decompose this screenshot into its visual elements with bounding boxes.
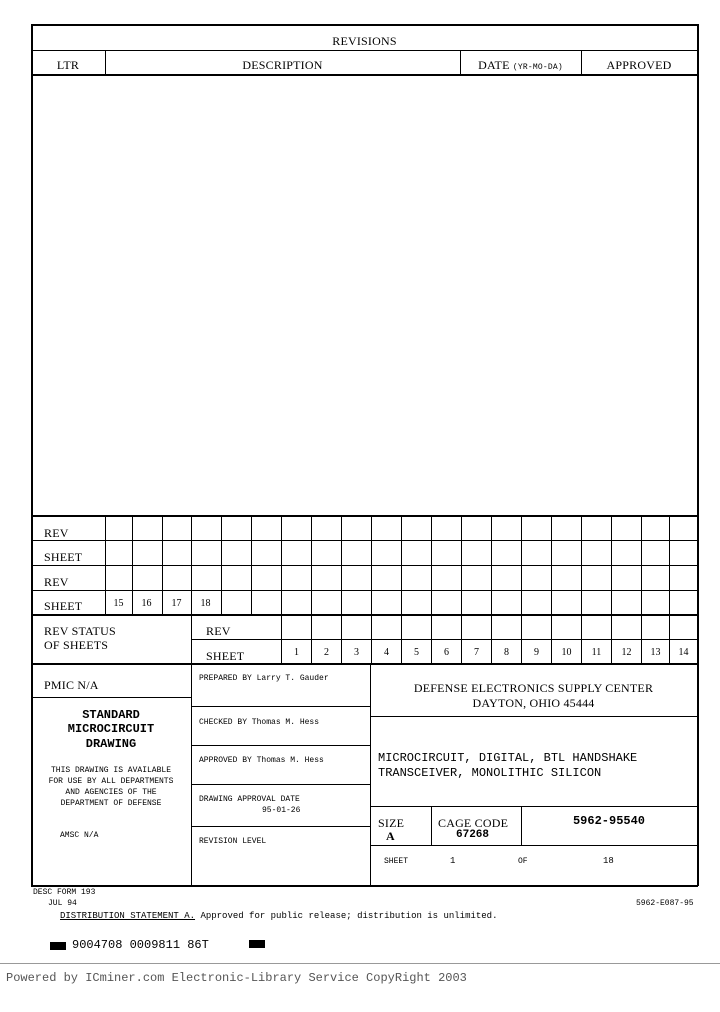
- revisions-col-ltr: LTR: [56, 58, 80, 72]
- of-value: 18: [603, 856, 614, 866]
- form-date: JUL 94: [48, 899, 77, 908]
- lower-sheet-14: 14: [678, 647, 689, 658]
- drawing-title-1: MICROCIRCUIT, DIGITAL, BTL HANDSHAKE: [378, 751, 638, 765]
- of-sheets-label: OF SHEETS: [44, 638, 109, 652]
- lower-sheet-11: 11: [591, 647, 602, 658]
- prepared-by: PREPARED BY Larry T. Gauder: [199, 674, 329, 683]
- sheet-label-2: SHEET: [44, 599, 83, 613]
- drawing-title-line3: DRAWING: [85, 737, 137, 751]
- rev-label-3: REV: [206, 624, 231, 638]
- sheet-label-3: SHEET: [206, 649, 245, 663]
- pmic-label: PMIC N/A: [44, 678, 99, 692]
- revisions-title: REVISIONS: [332, 34, 397, 48]
- approved-by: APPROVED BY Thomas M. Hess: [199, 756, 324, 765]
- lower-sheet-7: 7: [474, 647, 479, 658]
- lower-sheet-10: 10: [561, 647, 572, 658]
- upper-sheet-18: 18: [200, 598, 211, 609]
- drawing-title-line2: MICROCIRCUIT: [67, 722, 155, 736]
- approval-date-label: DRAWING APPROVAL DATE: [199, 795, 300, 804]
- lower-sheet-3: 3: [354, 647, 359, 658]
- amsc-label: AMSC N/A: [60, 831, 99, 840]
- lower-sheet-9: 9: [534, 647, 539, 658]
- size-label: SIZE: [378, 816, 405, 830]
- distribution-statement: [60, 911, 498, 921]
- lower-sheet-4: 4: [384, 647, 389, 658]
- powered-by-text: Powered by ICminer.com Electronic-Library Service CopyRight 2003: [6, 971, 467, 985]
- lower-sheet-6: 6: [444, 647, 449, 658]
- availability-line1: THIS DRAWING IS AVAILABLE: [50, 766, 172, 775]
- rev-status-label: REV STATUS: [44, 624, 116, 638]
- upper-sheet-17: 17: [171, 598, 182, 609]
- supply-center-name: DEFENSE ELECTRONICS SUPPLY CENTER: [413, 681, 654, 695]
- form-label: DESC FORM 193: [33, 888, 96, 897]
- lower-sheet-1: 1: [294, 647, 299, 658]
- form-number: 5962-E087-95: [636, 899, 694, 908]
- size-value: A: [386, 829, 395, 843]
- supply-center-city: DAYTON, OHIO 45444: [472, 696, 595, 710]
- lower-sheet-13: 13: [650, 647, 661, 658]
- rev-label-2: REV: [44, 575, 69, 589]
- footer-divider: [0, 963, 720, 964]
- lower-sheet-12: 12: [621, 647, 632, 658]
- lower-sheet-8: 8: [504, 647, 509, 658]
- sheet-label: SHEET: [384, 857, 409, 866]
- upper-sheet-16: 16: [141, 598, 152, 609]
- availability-line4: DEPARTMENT OF DEFENSE: [60, 799, 162, 808]
- approval-date: 95-01-26: [262, 806, 301, 815]
- availability-line3: AND AGENCIES OF THE: [65, 788, 157, 797]
- cage-code-value: 67268: [456, 829, 490, 841]
- revision-level-label: REVISION LEVEL: [199, 837, 267, 846]
- lower-sheet-5: 5: [414, 647, 419, 658]
- distribution-label: DISTRIBUTION STATEMENT A.: [60, 911, 196, 921]
- revisions-col-date-label: DATE: [478, 58, 510, 72]
- revisions-col-date-format: (YR-MO-DA): [512, 63, 563, 72]
- upper-sheet-15: 15: [113, 598, 124, 609]
- revisions-col-date: [460, 58, 581, 73]
- distribution-text: Approved for public release; distribution is unlimited.: [200, 911, 498, 921]
- drawing-title-line1: STANDARD: [82, 708, 140, 722]
- availability-line2: FOR USE BY ALL DEPARTMENTS: [48, 777, 174, 786]
- checked-by: CHECKED BY Thomas M. Hess: [199, 718, 320, 727]
- barcode-mark-left: [50, 942, 66, 950]
- barcode-text: 9004708 0009811 86T: [72, 938, 209, 952]
- of-label: OF: [518, 857, 528, 866]
- cage-code-label: CAGE CODE: [438, 816, 509, 830]
- lower-sheet-2: 2: [324, 647, 329, 658]
- drawing-number: 5962-95540: [572, 814, 645, 828]
- sheet-label-1: SHEET: [44, 550, 83, 564]
- revisions-col-description: DESCRIPTION: [242, 58, 323, 72]
- sheet-value: 1: [450, 856, 456, 866]
- drawing-title-2: TRANSCEIVER, MONOLITHIC SILICON: [378, 766, 602, 780]
- barcode-mark-right: [249, 940, 265, 948]
- revisions-col-approved: APPROVED: [606, 58, 672, 72]
- rev-label-1: REV: [44, 526, 69, 540]
